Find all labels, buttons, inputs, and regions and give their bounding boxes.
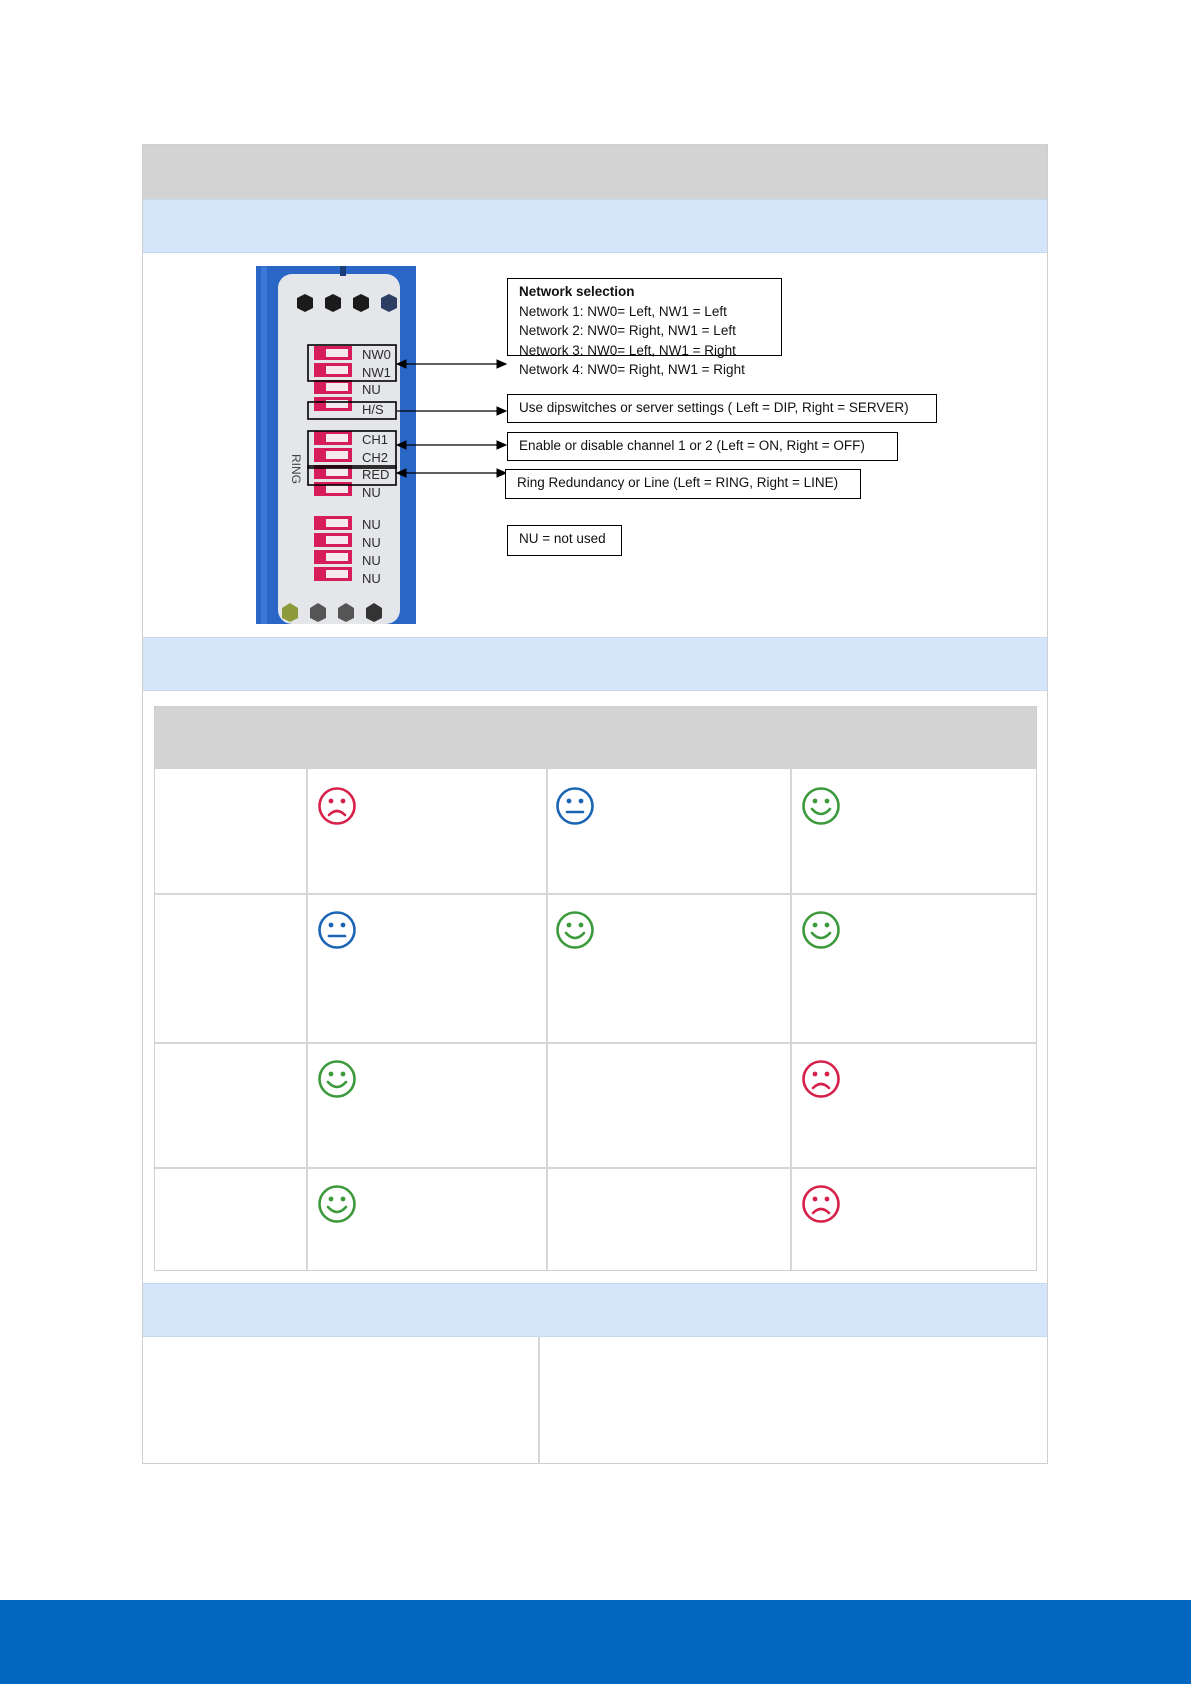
callout-network-line-4: Network 4: NW0= Right, NW1 = Right	[519, 362, 745, 377]
callout-network-line-3: Network 3: NW0= Left, NW1 = Right	[519, 342, 736, 358]
neutral-face-icon	[317, 910, 357, 950]
happy-face-icon	[801, 910, 841, 950]
sad-face-icon	[801, 1184, 841, 1224]
neutral-face-icon	[555, 786, 595, 826]
callout-network-selection	[507, 278, 782, 377]
callout-network-title: Network selection	[519, 284, 635, 299]
rating-table	[154, 706, 1037, 1271]
happy-face-icon	[555, 910, 595, 950]
callout-ring: Ring Redundancy or Line (Left = RING, Right = LINE)	[505, 469, 861, 499]
label-ch2: CH2	[362, 450, 389, 465]
sad-face-icon	[317, 786, 357, 826]
main-table	[142, 144, 1048, 1464]
label-ring: RING	[289, 454, 303, 484]
label-nu-6: NU	[362, 571, 381, 586]
sad-face-icon	[801, 1059, 841, 1099]
label-ch1: CH1	[362, 432, 389, 447]
callout-network-line-2: Network 2: NW0= Right, NW1 = Left	[519, 323, 736, 338]
callout-hs: Use dipswitches or server settings ( Left = DIP, Right = SERVER)	[507, 394, 937, 423]
footer-bar	[0, 1600, 1191, 1684]
section-bar-2	[143, 637, 1047, 691]
label-nu-1: NU	[362, 382, 381, 397]
label-nu-2: NU	[362, 485, 381, 500]
label-nu-3: NU	[362, 517, 381, 532]
happy-face-icon	[801, 786, 841, 826]
section-bar-3	[143, 1283, 1047, 1337]
rating-table-header	[155, 707, 1036, 769]
bottom-split-line	[538, 1337, 540, 1463]
label-hs: H/S	[362, 402, 384, 417]
label-nw0: NW0	[362, 347, 391, 362]
happy-face-icon	[317, 1059, 357, 1099]
label-nu-5: NU	[362, 553, 381, 568]
label-nw1: NW1	[362, 365, 391, 380]
callout-nu: NU = not used	[507, 525, 622, 556]
happy-face-icon	[317, 1184, 357, 1224]
callout-channel: Enable or disable channel 1 or 2 (Left = ON, Right = OFF)	[507, 432, 898, 461]
callout-network-line-1: Network 1: NW0= Left, NW1 = Left	[519, 303, 727, 319]
label-red: RED	[362, 467, 390, 482]
label-nu-4: NU	[362, 535, 381, 550]
